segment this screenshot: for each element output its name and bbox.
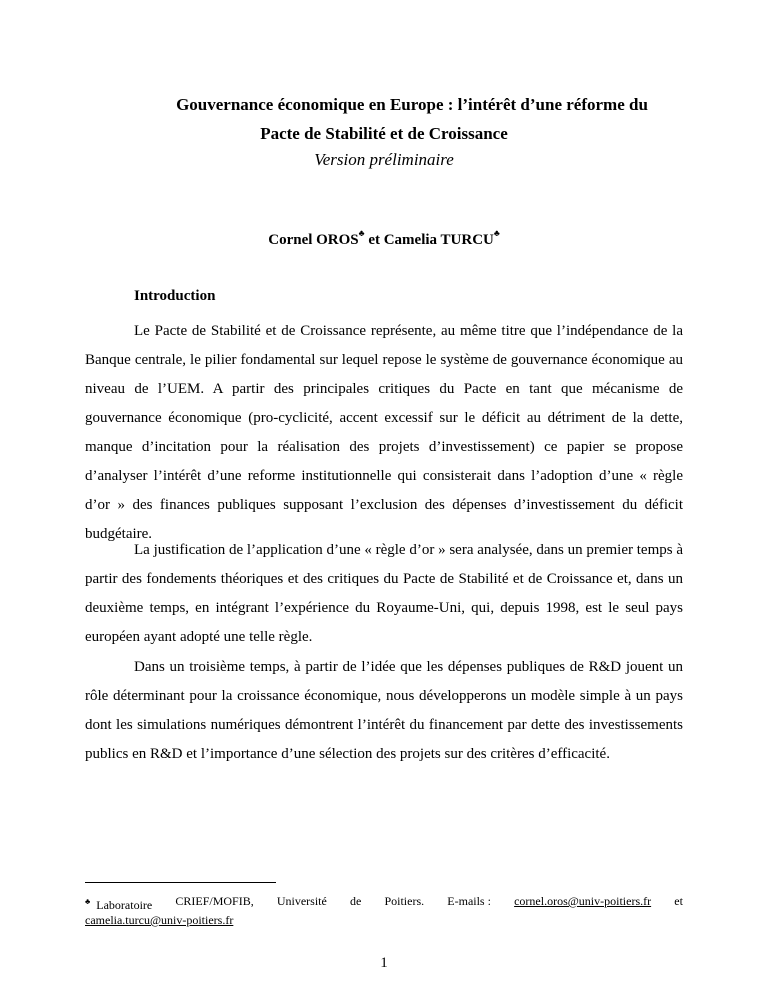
paragraph-1: Le Pacte de Stabilité et de Croissance représente, au même titre que l’indépendance de la Banque centrale, le pilier fondamental sur lequel repose le système de gouvernance économique au niveau de l’UEM. A partir des principales critiques du Pacte en tant que mécanisme de gouvernance économique (pro-cyclicité, accent excessif sur le déficit au détriment de la dette, manque d’incitation pour la réalisation des projets d’investissement) ce papier se propose d’analyser l’intérêt d’une reforme institutionnelle qui consisterait dans l’adoption d’une « règle d’or » des finances publiques supposant l’exclusion des dépenses d’investissement du déficit budgétaire.: [85, 323, 683, 542]
footnote-marker-icon: ♣: [358, 228, 365, 238]
footnote-word: Poitiers.: [384, 894, 425, 908]
footnote-separator: [85, 882, 276, 883]
email-link-turcu[interactable]: camelia.turcu@univ-poitiers.fr: [85, 913, 234, 927]
footnote-word: E-mails :: [447, 894, 491, 908]
footnote-conjunction: et: [674, 894, 683, 908]
author-name-turcu: Camelia TURCU: [383, 232, 494, 248]
version-subtitle: Version préliminaire: [314, 150, 454, 169]
footnote: [85, 894, 683, 928]
footnote-marker-icon: ♣: [85, 897, 91, 906]
author-name-oros: Cornel OROS: [268, 232, 359, 248]
paper-title-line-1: Gouvernance économique en Europe : l’intérêt d’une réforme du: [176, 95, 648, 114]
section-heading-introduction: Introduction: [134, 288, 216, 304]
paper-title-line-2: Pacte de Stabilité et de Croissance: [260, 124, 508, 143]
footnote-word: Laboratoire: [96, 898, 153, 912]
paragraph-3: Dans un troisième temps, à partir de l’idée que les dépenses publiques de R&D jouent un rôle déterminant pour la croissance économique, nous développerons un modèle simple à un pays dont les simulations numériques démontrent l’intérêt du financement par dette des investissements publics en R&D et l’importance d’une sélection des projets sur des critères d’efficacité.: [85, 659, 683, 762]
paragraph-2: La justification de l’application d’une « règle d’or » sera analysée, dans un premier temps à partir des fondements théoriques et des critiques du Pacte de Stabilité et de Croissance et, dans un deuxième temps, en intégrant l’expérience du Royaume-Uni, qui, depuis 1998, est le seul pays européen ayant adopté une telle règle.: [85, 542, 683, 645]
email-link-oros[interactable]: cornel.oros@univ-poitiers.fr: [514, 894, 652, 908]
author-connector: et: [364, 232, 384, 248]
page-number: 1: [380, 955, 388, 971]
footnote-word: de: [350, 894, 362, 908]
footnote-word: CRIEF/MOFIB,: [175, 894, 254, 908]
footnote-marker-icon: ♣: [493, 228, 500, 238]
footnote-word: Université: [276, 894, 327, 908]
authors-line: [0, 230, 768, 249]
